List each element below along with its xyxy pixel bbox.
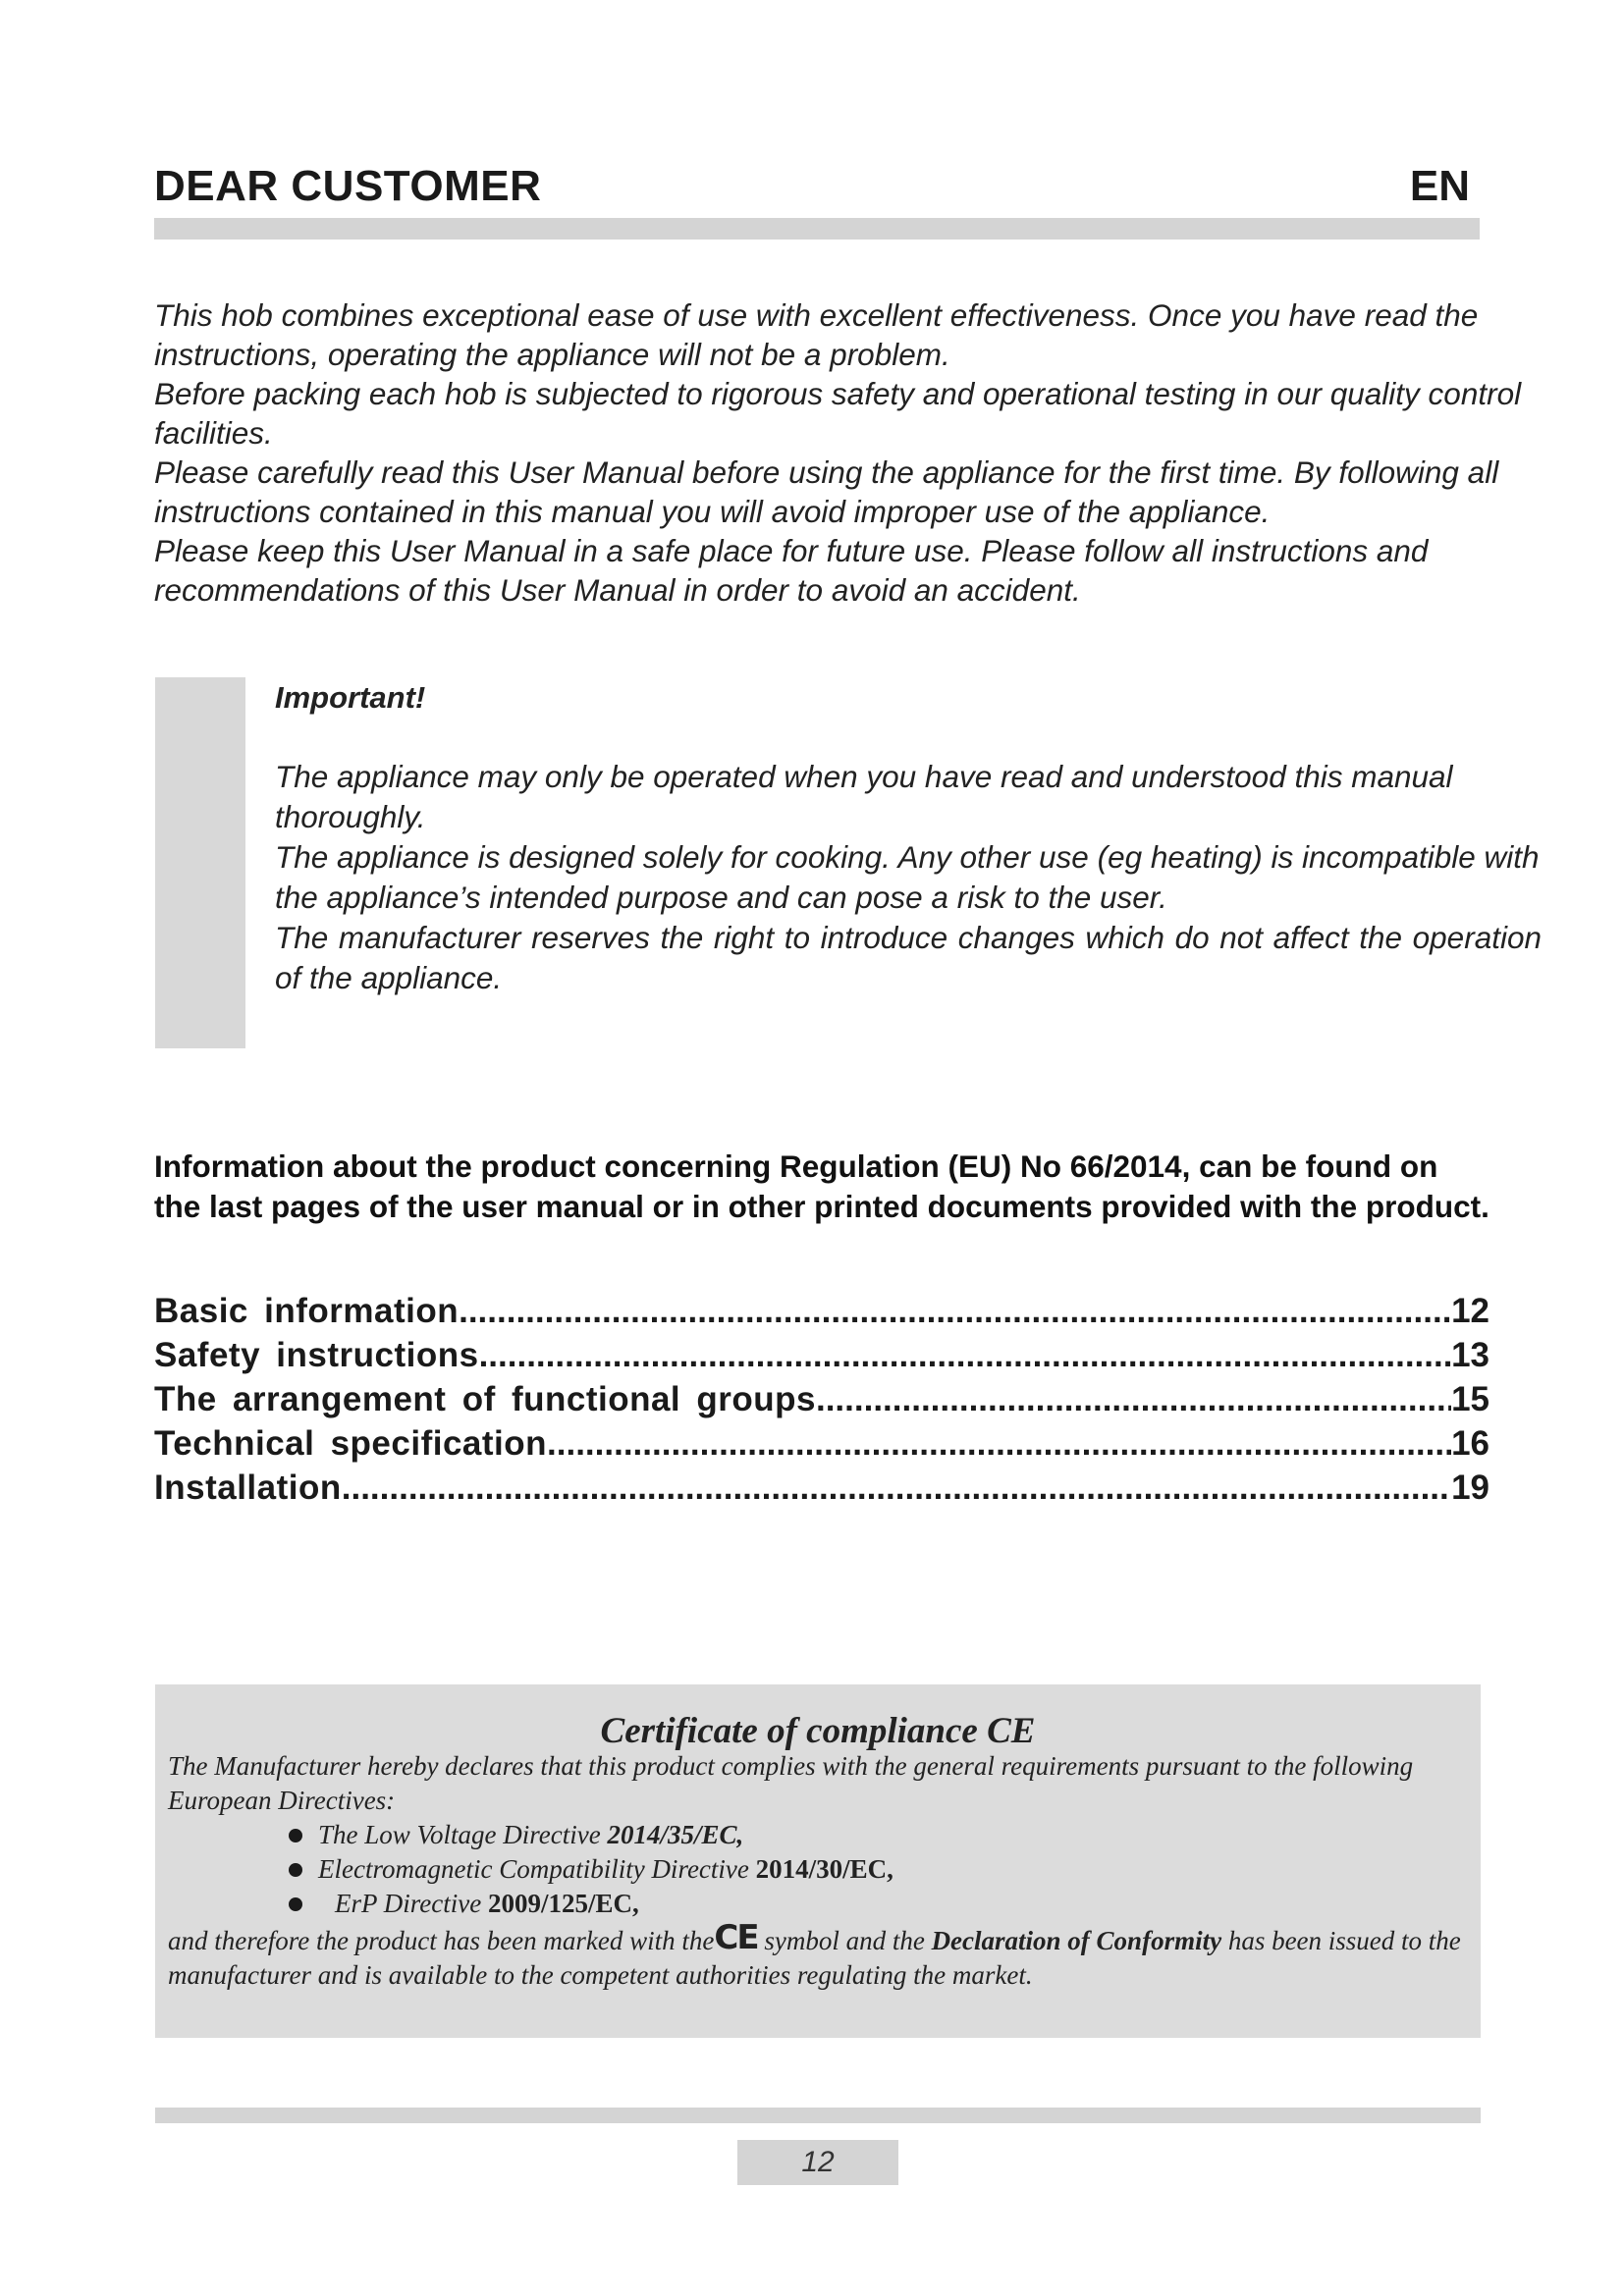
- bullet-icon: [289, 1897, 302, 1911]
- certificate-intro: The Manufacturer hereby declares that this product complies with the general requirements pursuant to the following European Directives:: [168, 1751, 1414, 1815]
- toc-page: 16: [1451, 1424, 1489, 1463]
- directive-code: 2014/35/EC,: [607, 1820, 744, 1849]
- ce-certificate-box: [155, 1684, 1481, 2038]
- intro-paragraph: This hob combines exceptional ease of use with excellent effectiveness. Once you have read the instructions, operating the appliance will not be a problem.: [154, 297, 1479, 372]
- toc-page: 19: [1451, 1468, 1489, 1507]
- important-notice: [275, 677, 1542, 998]
- toc-entry[interactable]: [154, 1468, 1489, 1513]
- table-of-contents: [154, 1292, 1489, 1513]
- certificate-title: Certificate of compliance CE: [600, 1711, 1036, 1751]
- declaration-of-conformity: Declaration of Conformity: [931, 1926, 1222, 1955]
- certificate-closing: [168, 1918, 1464, 1993]
- toc-leader: [342, 1468, 1451, 1508]
- important-side-bar: [155, 677, 245, 1048]
- directive-name: The Low Voltage Directive: [318, 1820, 601, 1849]
- important-line: The appliance may only be operated when you have read and understood this manual thoroughly.: [275, 759, 1453, 834]
- toc-label: The arrangement of functional groups: [154, 1380, 816, 1418]
- toc-entry[interactable]: [154, 1380, 1489, 1424]
- toc-label: Safety instructions: [154, 1336, 479, 1374]
- directive-name: Electromagnetic Compatibility Directive: [318, 1854, 749, 1884]
- toc-entry[interactable]: [154, 1336, 1489, 1380]
- page-title: DEAR CUSTOMER: [154, 162, 542, 210]
- page-header: [154, 162, 1480, 221]
- important-line: The manufacturer reserves the right to introduce changes which do not affect the operation of the appliance.: [275, 920, 1542, 995]
- intro-paragraph: Before packing each hob is subjected to rigorous safety and operational testing in our quality control facilities.: [154, 376, 1522, 451]
- bullet-icon: [289, 1863, 302, 1877]
- directive-code: 2009/125/EC,: [487, 1889, 639, 1918]
- closing-text: has been issued to the manufacturer and is available to the competent authorities regulating the market.: [168, 1926, 1461, 1990]
- intro-paragraph: Please carefully read this User Manual before using the appliance for the first time. By following all instructions contained in this manual you will avoid improper use of the appliance.: [154, 454, 1499, 529]
- regulation-note: Information about the product concerning Regulation (EU) No 66/2014, can be found on the last pages of the user manual or in other printed documents provided with the product.: [154, 1148, 1489, 1224]
- toc-page: 12: [1451, 1292, 1489, 1330]
- ce-mark-icon: CE: [714, 1918, 758, 1957]
- intro-text: [154, 295, 1529, 610]
- toc-label: Installation: [154, 1468, 342, 1507]
- toc-entry[interactable]: [154, 1424, 1489, 1468]
- certificate-text: [168, 1749, 1464, 1993]
- intro-paragraph: Please keep this User Manual in a safe place for future use. Please follow all instructions and recommendations of this User Manual in order to avoid an accident.: [154, 533, 1429, 608]
- important-title: Important!: [275, 680, 426, 715]
- page-number: 12: [737, 2140, 898, 2185]
- toc-page: 13: [1451, 1336, 1489, 1374]
- toc-leader: [816, 1380, 1451, 1419]
- directive-item: [168, 1852, 1464, 1887]
- toc-page: 15: [1451, 1380, 1489, 1418]
- bullet-icon: [289, 1829, 302, 1842]
- toc-label: Basic information: [154, 1292, 460, 1330]
- directive-list: [168, 1818, 1464, 1921]
- closing-text: and therefore the product has been marked with the: [168, 1926, 715, 1955]
- footer-rule: [155, 2108, 1481, 2123]
- toc-label: Technical specification: [154, 1424, 548, 1463]
- directive-item: [168, 1887, 1464, 1921]
- toc-entry[interactable]: [154, 1292, 1489, 1336]
- toc-leader: [547, 1424, 1451, 1464]
- language-code: EN: [1409, 162, 1470, 210]
- toc-leader: [479, 1336, 1451, 1375]
- directive-code: 2014/30/EC,: [755, 1854, 893, 1884]
- directive-item: [168, 1818, 1464, 1852]
- directive-name: ErP Directive: [335, 1889, 482, 1918]
- closing-text: symbol and the: [764, 1926, 925, 1955]
- important-line: The appliance is designed solely for cooking. Any other use (eg heating) is incompatible with the appliance’s intended purpose and can pose a risk to the user.: [275, 839, 1540, 915]
- toc-leader: [459, 1292, 1451, 1331]
- header-rule: [154, 218, 1480, 240]
